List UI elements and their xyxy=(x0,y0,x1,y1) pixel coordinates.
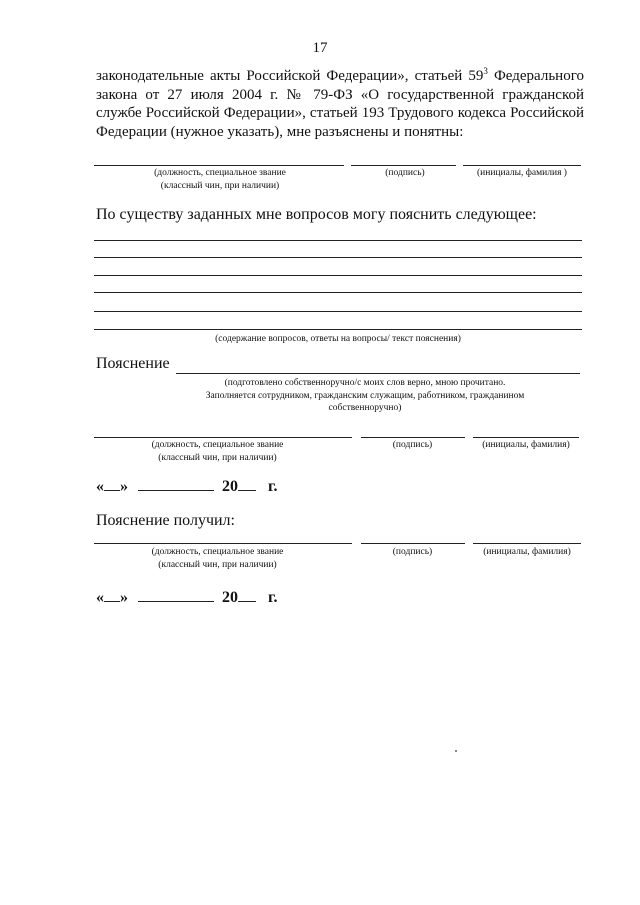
date-2-month-field[interactable] xyxy=(138,600,214,602)
date-1-month-field[interactable] xyxy=(138,489,214,491)
date-2-close-quote: » xyxy=(120,589,128,606)
signature-caption-3: (подпись) xyxy=(392,547,433,557)
position-caption-1 xyxy=(120,167,320,192)
date-1-year-suffix: г. xyxy=(268,478,278,495)
signature-line-3[interactable] xyxy=(361,543,465,544)
name-line-2[interactable] xyxy=(473,437,579,438)
name-caption-3: (инициалы, фамилия) xyxy=(483,547,571,557)
scan-speck xyxy=(455,750,457,752)
position-caption-2-line1: (должность, специальное звание xyxy=(151,440,284,450)
explanation-line[interactable] xyxy=(176,373,580,374)
position-caption-3-line2: (классный чин, при наличии) xyxy=(158,559,277,570)
position-line-1[interactable] xyxy=(94,165,344,166)
explanation-caption-line2: Заполняется сотрудником, гражданским служащим, работником, гражданином xyxy=(205,390,525,401)
answer-line-2[interactable] xyxy=(94,257,582,258)
name-caption-1: (инициалы, фамилия ) xyxy=(477,168,567,178)
explanation-caption-line3: собственноручно) xyxy=(328,403,402,413)
explanation-intro: По существу заданных мне вопросов могу пояснить следующее: xyxy=(96,206,537,223)
explanation-caption-line1: (подготовлено собственноручно/с моих слов верно, мною прочитано. xyxy=(224,378,506,388)
date-2-year-suffix: г. xyxy=(268,589,278,606)
answer-line-4[interactable] xyxy=(94,292,582,293)
date-2-open-quote: « xyxy=(96,589,104,606)
signature-caption-2: (подпись) xyxy=(392,440,433,450)
date-1-close-quote: » xyxy=(120,478,128,495)
intro-text-after: Федерального закона от 27 июля 2004 г. № 79-ФЗ «О государственной гражданской службе Российской Федерации», статьей 193 Трудового кодекса Российской Федерации (нужное указать), мне разъяснены и понятны: xyxy=(96,68,584,140)
answer-line-6[interactable] xyxy=(94,329,582,330)
date-1-day-field[interactable] xyxy=(104,489,120,491)
answer-line-5[interactable] xyxy=(94,311,582,312)
position-caption-2 xyxy=(115,439,320,464)
signature-line-1[interactable] xyxy=(351,165,456,166)
intro-paragraph xyxy=(96,62,584,141)
date-2-year-field[interactable] xyxy=(238,600,256,602)
page-number: 17 xyxy=(312,40,328,56)
position-caption-1-line2: (классный чин, при наличии) xyxy=(160,180,280,191)
position-line-3[interactable] xyxy=(94,543,352,544)
position-line-2[interactable] xyxy=(94,437,352,438)
answer-line-3[interactable] xyxy=(94,275,582,276)
signature-caption-1: (подпись) xyxy=(385,168,425,178)
signature-line-2[interactable] xyxy=(361,437,465,438)
intro-text-before: законодательные акты Российской Федерации», статьей 59 xyxy=(96,68,484,84)
date-2-year-prefix: 20 xyxy=(222,589,238,606)
received-heading: Пояснение получил: xyxy=(96,512,235,529)
date-1-year-field[interactable] xyxy=(238,489,256,491)
intro-superscript: 3 xyxy=(483,66,488,76)
content-caption: (содержание вопросов, ответы на вопросы/ текст пояснения) xyxy=(215,334,461,344)
name-line-1[interactable] xyxy=(463,165,581,166)
position-caption-3-line1: (должность, специальное звание xyxy=(151,547,284,557)
answer-line-1[interactable] xyxy=(94,240,582,241)
date-2 xyxy=(96,589,277,607)
explanation-heading: Пояснение xyxy=(96,355,170,372)
date-1-year-prefix: 20 xyxy=(222,478,238,495)
name-caption-2: (инициалы, фамилия) xyxy=(482,440,570,450)
position-caption-1-line1: (должность, специальное звание xyxy=(154,168,286,178)
date-1-open-quote: « xyxy=(96,478,104,495)
date-2-day-field[interactable] xyxy=(104,600,120,602)
position-caption-3 xyxy=(115,546,320,571)
name-line-3[interactable] xyxy=(473,543,581,544)
explanation-caption xyxy=(150,377,580,415)
date-1 xyxy=(96,478,277,496)
position-caption-2-line2: (классный чин, при наличии) xyxy=(158,452,277,463)
